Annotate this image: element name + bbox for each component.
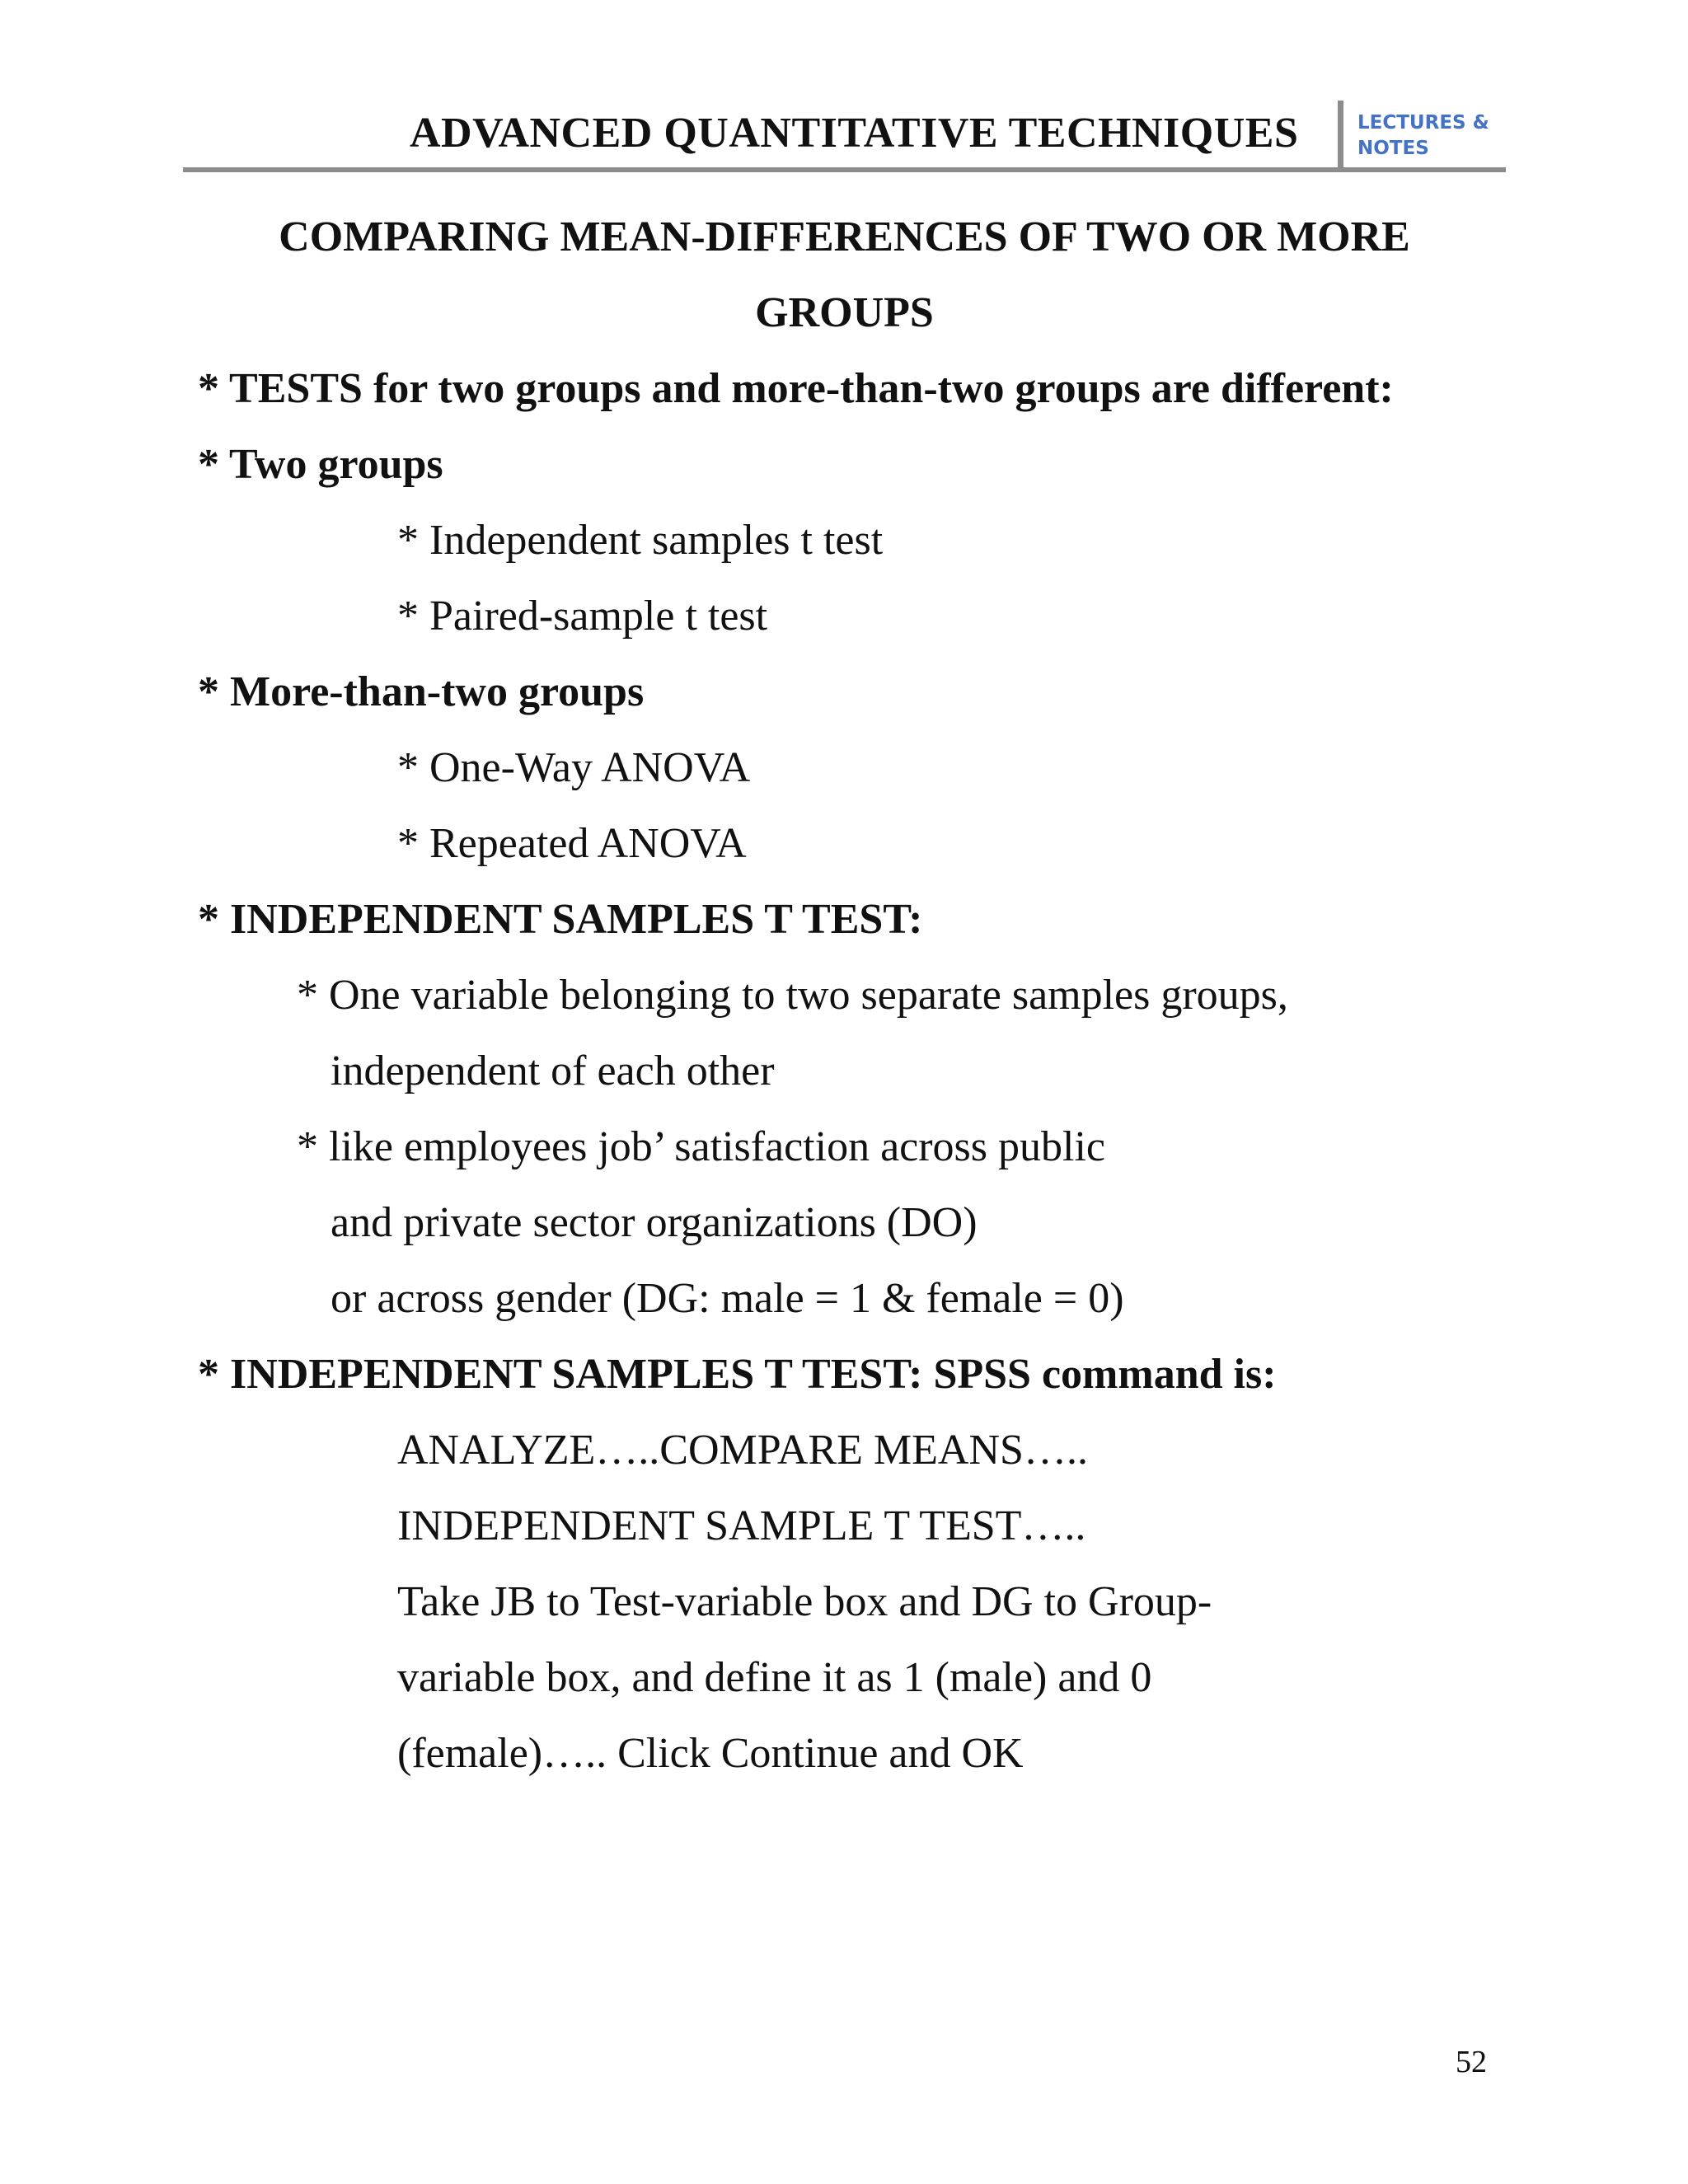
- independent-point1-line1: * One variable belonging to two separate samples groups,: [297, 972, 1288, 1019]
- spss-line: INDEPENDENT SAMPLE T TEST…..: [397, 1502, 1086, 1549]
- tests-heading: * TESTS for two groups and more-than-two groups are different:: [198, 365, 1394, 412]
- independent-point2-line2: and private sector organizations (DO): [331, 1199, 978, 1246]
- spss-line: (female)….. Click Continue and OK: [397, 1730, 1024, 1777]
- header-title: ADVANCED QUANTITATIVE TECHNIQUES: [410, 110, 1299, 157]
- page-title-line2: GROUPS: [755, 289, 934, 336]
- spss-command-heading: * INDEPENDENT SAMPLES T TEST: SPSS command is:: [198, 1351, 1277, 1398]
- two-groups-heading: * Two groups: [198, 441, 443, 488]
- header-divider: [1338, 101, 1343, 170]
- spss-line: ANALYZE…..COMPARE MEANS…..: [397, 1427, 1088, 1474]
- list-item: * One-Way ANOVA: [397, 744, 751, 791]
- list-item: * Independent samples t test: [397, 517, 884, 564]
- header-badge-line1: LECTURES &: [1357, 112, 1489, 134]
- page-title-line1: COMPARING MEAN-DIFFERENCES OF TWO OR MORE: [279, 213, 1410, 260]
- spss-line: Take JB to Test-variable box and DG to Group-: [397, 1578, 1212, 1625]
- independent-test-heading: * INDEPENDENT SAMPLES T TEST:: [198, 896, 923, 943]
- list-item: * Paired-sample t test: [397, 593, 768, 640]
- independent-point2-line3: or across gender (DG: male = 1 & female = 0): [331, 1275, 1124, 1322]
- more-groups-heading: * More-than-two groups: [198, 668, 645, 715]
- header-rule: [183, 167, 1506, 172]
- spss-line: variable box, and define it as 1 (male) and 0: [397, 1654, 1152, 1701]
- page-number: 52: [1456, 2045, 1487, 2079]
- header-badge-line2: NOTES: [1357, 138, 1429, 159]
- independent-point2-line1: * like employees job’ satisfaction across public: [297, 1123, 1105, 1170]
- independent-point1-line2: independent of each other: [331, 1047, 775, 1094]
- header-badge: [1357, 110, 1489, 162]
- list-item: * Repeated ANOVA: [397, 820, 747, 867]
